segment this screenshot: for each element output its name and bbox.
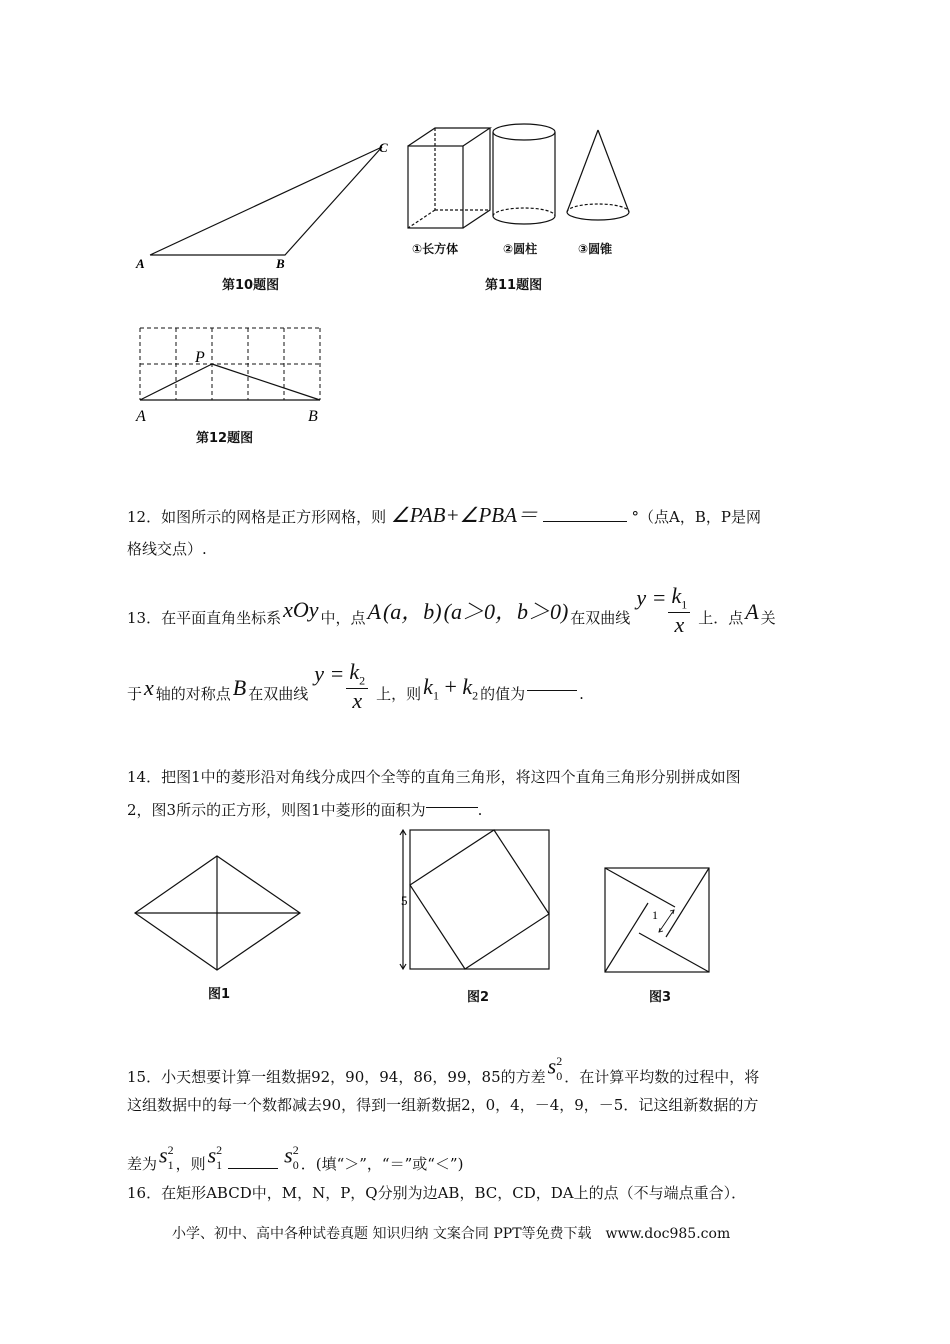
q12-angle-expr: ∠PAB+∠PBA＝ (390, 503, 538, 527)
fig11-caption: 第11题图 (485, 278, 543, 293)
q15-s0-sub: 0 (556, 1069, 563, 1083)
q15-s1b-sup: 2 (216, 1143, 223, 1157)
figure-10 (120, 130, 400, 275)
q15-s0b-sup: 2 (292, 1143, 299, 1157)
q13-point-a-2: A (745, 599, 759, 625)
fig10-label-a: A (136, 256, 145, 271)
q13-fraction-k1 (668, 584, 690, 637)
fig14-label-1: 1 (652, 908, 658, 922)
q15-s0 (548, 1055, 563, 1082)
q13-text-1: 13．在平面直角坐标系 (127, 608, 282, 627)
cuboid-shape (408, 128, 490, 228)
fig12-caption: 第12题图 (196, 431, 254, 446)
fig12-label-b: B (308, 408, 318, 425)
q15-line1-text: 15．小天想要计算一组数据92，90，94，86，99，85的方差 (127, 1067, 546, 1086)
q13-l2-t3: 上，则 (376, 684, 422, 703)
q15-s1-b (208, 1144, 223, 1171)
q15-s0-b (284, 1144, 299, 1171)
question-15-line2: 这组数据中的每一个数都减去90，得到一组新数据2，0，4，－4，9，－5．记这组新数据的方 (127, 1096, 759, 1114)
figure-14-square-2 (395, 825, 555, 975)
solid-label-cylinder: ②圆柱 (503, 242, 538, 256)
q13-text-3: 在双曲线 (570, 608, 631, 627)
q13-answer-blank[interactable] (527, 690, 577, 691)
q15-s0b-sub: 0 (292, 1158, 299, 1172)
fig12-label-a: A (136, 408, 146, 425)
q15-answer-blank[interactable] (228, 1168, 278, 1169)
q13-text-4: 上．点 (698, 608, 744, 627)
q14-line2-text: 2，图3所示的正方形，则图1中菱形的面积为 (127, 801, 426, 819)
q15-s1-sub: 1 (167, 1158, 174, 1172)
question-15-line3 (127, 1142, 464, 1177)
q13-sum (423, 673, 479, 703)
q15-line3-c: ．(填“＞”，“＝”或“＜”) (300, 1154, 464, 1173)
question-16-line1: 16．在矩形ABCD中，M，N，P，Q分别为边AB，BC，CD，DA上的点（不与端点重合）． (127, 1184, 747, 1202)
solid-label-cone: ③圆锥 (578, 242, 613, 256)
q13-sum-sub2: 2 (472, 688, 479, 703)
fig10-label-c: C (379, 140, 388, 155)
q13-y-eq: y = (636, 585, 667, 611)
question-12-line2: 格线交点）. (127, 540, 207, 558)
q14-answer-blank[interactable] (426, 807, 478, 808)
q13-y-eq-2: y = (314, 661, 345, 687)
q15-s1-sup: 2 (167, 1143, 174, 1157)
question-14-line2 (127, 803, 482, 818)
q13-x1: x (674, 611, 685, 637)
q13-condition: (a＞0，b＞0) (443, 599, 569, 625)
q13-sum-k2: k (462, 673, 473, 699)
q13-l2-t2: 在双曲线 (248, 684, 309, 703)
q13-sum-sub1: 1 (432, 688, 439, 703)
q13-l2-t1: 轴的对称点 (155, 684, 231, 703)
fig14-caption-2: 图2 (467, 990, 490, 1005)
question-15-line1 (127, 1053, 760, 1090)
page-footer: 小学、初中、高中各种试卷真题 知识归纳 文案合同 PPT等免费下载 www.doc985.com (172, 1226, 731, 1242)
fig10-caption: 第10题图 (222, 278, 280, 293)
q13-text-2: 中，点 (320, 608, 366, 627)
q13-k1-sub: 1 (681, 597, 688, 612)
q15-s1b-s: s (207, 1142, 217, 1168)
q15-s1b-sub: 1 (216, 1158, 223, 1172)
q12-text: 12．如图所示的网格是正方形网格，则 (127, 508, 387, 526)
q15-s0b-s: s (284, 1142, 293, 1168)
question-13-line2 (127, 659, 584, 721)
figure-14-square-3 (600, 863, 715, 973)
q13-sum-k1: k (423, 673, 433, 699)
q13-point-b: B (232, 675, 247, 701)
q13-xoy: xOy (283, 597, 319, 623)
q15-line1-end: ．在计算平均数的过程中，将 (564, 1067, 760, 1086)
fig14-caption-3: 图3 (649, 990, 672, 1005)
q13-plus: + (444, 673, 457, 699)
q13-x2: x (352, 687, 363, 713)
q13-fraction-k2 (346, 660, 368, 713)
q15-s0-sup: 2 (556, 1054, 563, 1068)
q13-text-5: 关 (760, 608, 776, 627)
fig14-label-5: 5 (401, 893, 408, 908)
q13-l2-pre: 于 (127, 684, 143, 703)
q15-s1-s: s (159, 1142, 168, 1168)
question-12-line1 (127, 505, 761, 526)
figure-14-rhombus (130, 850, 305, 980)
cylinder-shape (493, 124, 555, 224)
solid-label-cuboid: ①长方体 (412, 242, 459, 256)
q15-line3-b: ，则 (175, 1154, 206, 1173)
q13-k1: k (671, 583, 682, 608)
fig10-label-b: B (276, 256, 285, 271)
cone-shape (567, 130, 629, 220)
q15-line3-a: 差为 (127, 1154, 158, 1173)
q13-l2-end: . (579, 684, 584, 703)
q13-point-a: A (367, 599, 381, 625)
q12-answer-blank[interactable] (543, 521, 627, 522)
q15-s0-s: s (547, 1053, 557, 1079)
fig12-label-p: P (195, 349, 205, 366)
q13-coords: (a，b) (382, 599, 442, 625)
q15-s1 (159, 1144, 174, 1171)
figure-12 (125, 320, 335, 430)
q13-l2-x: x (144, 675, 154, 701)
q13-k2: k (349, 659, 360, 684)
q14-line2-end: . (477, 801, 483, 819)
question-13-line1 (127, 583, 776, 645)
question-14-line1: 14．把图1中的菱形沿对角线分成四个全等的直角三角形，将这四个直角三角形分别拼成如图 (127, 768, 741, 786)
q12-after: °（点A，B，P是网 (631, 508, 761, 526)
fig14-caption-1: 图1 (208, 987, 231, 1002)
q13-l2-t4: 的值为 (480, 684, 526, 703)
q13-k2-sub: 2 (359, 673, 366, 688)
